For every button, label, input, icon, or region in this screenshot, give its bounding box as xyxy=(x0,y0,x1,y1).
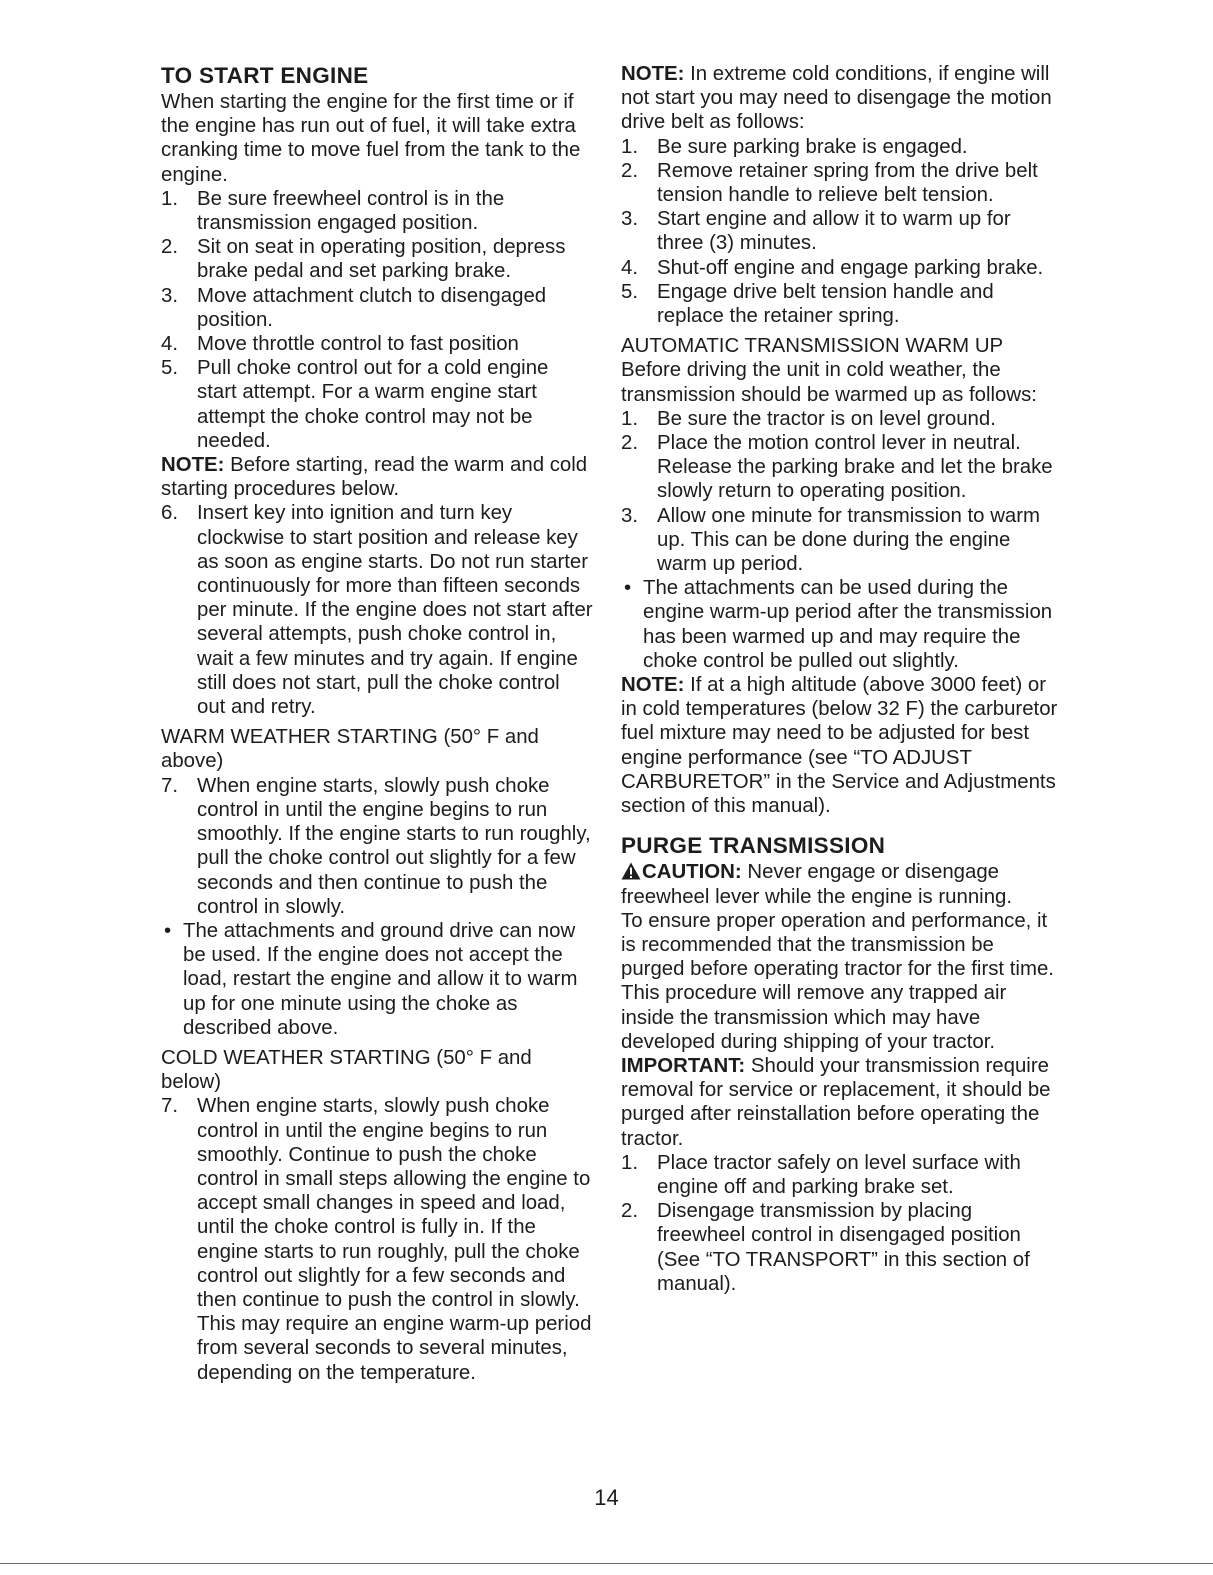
list-item-text: Start engine and allow it to warm up for three (3) minutes. xyxy=(657,208,1011,255)
list-item xyxy=(621,431,1061,504)
list-item xyxy=(621,504,1061,577)
section-heading-purge-transmission: PURGE TRANSMISSION xyxy=(621,833,886,859)
list-item-text: When engine starts, slowly push choke control in until the engine begins to run smoothly. Continue to push the choke control in small steps allowing the engine to accept small changes in speed and load, until the choke control is fully in. If the engine starts to run roughly, pull the choke control out slightly for a few seconds and then continue to push the control in slowly. This may require an engine warm-up period from several seconds to several minutes, depending on the temperature. xyxy=(197,1095,592,1384)
list-item-text: Disengage transmission by placing freewheel control in disengaged position (See “TO TRANSPORT” in this section of manual). xyxy=(657,1200,1030,1295)
note-text: If at a high altitude (above 3000 feet) or in cold temperatures (below 32 F) the carburetor fuel mixture may need to be adjusted for best engine performance (see “TO ADJUST CARBURETOR” in the Service and Adjustments section of this manual). xyxy=(621,674,1058,818)
list-item-text: When engine starts, slowly push choke control in until the engine begins to run smoothly. If the engine starts to run roughly, pull the choke control out slightly for a few seconds and then continue to push the control in slowly. xyxy=(197,774,591,918)
list-item-number: 3. xyxy=(161,284,179,307)
page-number: 14 xyxy=(594,1485,619,1510)
purge-intro-paragraph: To ensure proper operation and performance, it is recommended that the transmission be purged before operating tractor for the first time. This procedure will remove any trapped air inside the transmission which may have developed during shipping of your tractor. xyxy=(621,909,1054,1053)
bullet-item xyxy=(621,576,1061,673)
list-item xyxy=(161,187,593,235)
caution-paragraph xyxy=(621,860,1061,908)
right-column xyxy=(621,62,1061,1296)
list-item xyxy=(161,332,593,356)
list-item-text: Engage drive belt tension handle and replace the retainer spring. xyxy=(657,280,994,328)
list-item xyxy=(621,207,1061,255)
subheading-auto-transmission: AUTOMATIC TRANSMISSION WARM UP xyxy=(621,335,1004,358)
list-item-number: 2. xyxy=(621,432,639,455)
list-item-number: 5. xyxy=(161,357,179,380)
note-text: Before starting, read the warm and cold starting procedures below. xyxy=(161,454,588,501)
list-item-number: 2. xyxy=(161,236,179,259)
list-item-text: Remove retainer spring from the drive belt tension handle to relieve belt tension. xyxy=(657,159,1038,207)
list-item-text: Move throttle control to fast position xyxy=(197,333,519,356)
auto-intro-paragraph: Before driving the unit in cold weather, the transmission should be warmed up as follows: xyxy=(621,359,1037,406)
left-column xyxy=(161,62,593,1385)
list-item-number: 7. xyxy=(161,1095,179,1118)
list-item-text: Place the motion control lever in neutral. Release the parking brake and let the brake slowly return to operating position. xyxy=(657,432,1053,503)
note-paragraph xyxy=(161,453,593,501)
list-item-number: 3. xyxy=(621,504,639,527)
subheading-cold-weather: COLD WEATHER STARTING (50° F and below) xyxy=(161,1046,532,1094)
list-item xyxy=(161,284,593,332)
note-paragraph xyxy=(621,62,1061,135)
bottom-divider xyxy=(0,1563,1213,1564)
list-item xyxy=(621,256,1061,280)
list-item-text: Sit on seat in operating position, depress brake pedal and set parking brake. xyxy=(197,236,566,283)
list-item xyxy=(621,1151,1061,1199)
important-label: IMPORTANT: xyxy=(621,1054,746,1077)
note-label: NOTE: xyxy=(161,454,225,477)
list-item-text: Pull choke control out for a cold engine start attempt. For a warm engine start attempt the choke control may not be needed. xyxy=(197,357,549,452)
important-paragraph xyxy=(621,1054,1061,1151)
list-item-number: 4. xyxy=(621,256,639,279)
list-item-number: 5. xyxy=(621,280,639,303)
list-item-text: Place tractor safely on level surface with engine off and parking brake set. xyxy=(657,1151,1021,1198)
list-item xyxy=(161,235,593,283)
list-item-text: Be sure the tractor is on level ground. xyxy=(657,407,996,430)
list-item-number: 1. xyxy=(161,187,179,210)
list-item-text: Be sure parking brake is engaged. xyxy=(657,135,968,158)
caution-label: CAUTION: xyxy=(642,861,742,884)
list-item-number: 3. xyxy=(621,208,639,231)
list-item-text: Insert key into ignition and turn key clockwise to start position and release key as soon as engine starts. Do not run starter continuously for more than fifteen seconds per minute. If the engine does not start after several attempts, push choke control in, wait a few minutes and try again. If engine still does not start, pull the choke control out and retry. xyxy=(197,502,593,719)
list-item xyxy=(621,407,1061,431)
section-heading-start-engine: TO START ENGINE xyxy=(161,63,369,88)
intro-paragraph: When starting the engine for the first time or if the engine has run out of fuel, it will take extra cranking time to move fuel from the tank to the engine. xyxy=(161,91,581,186)
bullet-icon: • xyxy=(624,577,632,600)
warning-triangle-icon xyxy=(621,862,641,880)
list-item-text: Allow one minute for transmission to warm up. This can be done during the engine warm up period. xyxy=(657,504,1041,576)
list-item-number: 1. xyxy=(621,407,639,430)
bullet-icon: • xyxy=(164,919,172,942)
note-paragraph xyxy=(621,673,1061,818)
list-item xyxy=(161,774,593,919)
list-item xyxy=(161,501,593,719)
list-item xyxy=(621,135,1061,159)
list-item-number: 7. xyxy=(161,774,179,797)
bullet-text: The attachments and ground drive can now be used. If the engine does not accept the load, restart the engine and allow it to warm up for one minute using the choke as described above. xyxy=(183,919,578,1039)
subheading-warm-weather: WARM WEATHER STARTING (50° F and above) xyxy=(161,726,539,773)
bullet-text: The attachments can be used during the engine warm-up period after the transmission has been warmed up and may require the choke control be pulled out slightly. xyxy=(643,577,1053,672)
list-item xyxy=(161,356,593,453)
list-item-number: 6. xyxy=(161,502,179,525)
important-text: Should your transmission require removal for service or replacement, it should be purged after reinstallation before operating the tractor. xyxy=(621,1054,1051,1150)
list-item-number: 1. xyxy=(621,1151,639,1174)
caution-text: Never engage or disengage freewheel lever while the engine is running. xyxy=(621,861,1013,908)
list-item xyxy=(621,1199,1061,1296)
list-item-number: 2. xyxy=(621,159,639,182)
note-text: In extreme cold conditions, if engine will not start you may need to disengage the motion drive belt as follows: xyxy=(621,63,1052,134)
list-item-number: 4. xyxy=(161,333,179,356)
list-item xyxy=(161,1094,593,1384)
bullet-item xyxy=(161,919,593,1040)
note-label: NOTE: xyxy=(621,63,685,85)
list-item-text: Shut-off engine and engage parking brake. xyxy=(657,256,1044,279)
list-item-text: Move attachment clutch to disengaged position. xyxy=(197,284,547,331)
note-label: NOTE: xyxy=(621,674,685,697)
list-item-text: Be sure freewheel control is in the transmission engaged position. xyxy=(197,187,505,235)
list-item xyxy=(621,159,1061,207)
list-item xyxy=(621,280,1061,328)
list-item-number: 1. xyxy=(621,135,639,158)
list-item-number: 2. xyxy=(621,1200,639,1223)
